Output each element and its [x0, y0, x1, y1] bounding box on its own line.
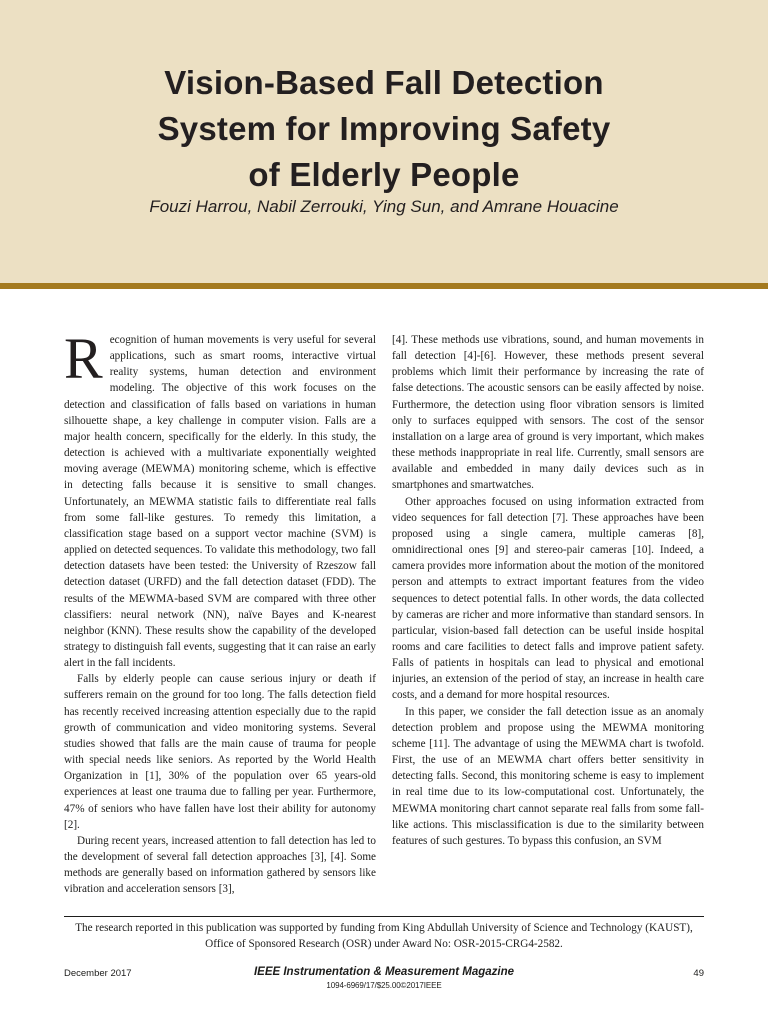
paragraph: In this paper, we consider the fall detection issue as an anomaly detection problem and propose using the MEWMA monitoring scheme [11]. The advantage of using the MEWMA chart is twofold. First, the use of an MEWMA chart offers better sensitivity in detecting falls. Second, this monitoring scheme is easy to implement in real time due to its low-computational cost. Unfortunately, the MEWMA monitoring chart cannot separate real falls from some fall-like actions. This misclassification is due to the similarity between features of such gestures. To bypass this confusion, an SVM	[392, 705, 704, 847]
footer-magazine: IEEE Instrumentation & Measurement Magazine	[253, 966, 515, 978]
title-line-3: of Elderly People	[248, 156, 520, 193]
paragraph: Other approaches focused on using information extracted from video sequences for fall detection [7]. These approaches have been proposed using a single camera, multiple cameras [8], omnidirectional ones [9] and stereo-pair cameras [10]. Indeed, a camera provides more information about the motion of the monitored person and attempts to extract important features from the video sequences to detect potential falls. In other words, the data collected by cameras are richer and more informative than standard sensors. In particular, vision-based fall detection can be useful inside hospital rooms and care facilities to detect falls and improve patient safety. Falls of patients in hospitals can lead to physical and emotional injuries, an extension of the period of stay, an increase in health care costs, and a demand for more hospital resources.	[392, 495, 704, 702]
title-line-1: Vision-Based Fall Detection	[164, 64, 604, 101]
paragraph: During recent years, increased attention to fall detection has led to the development of several fall detection approaches [3], [4]. Some methods are generally based on information gathered by sensors like vibration and acceleration sensors [3],	[64, 834, 376, 896]
body-column-right	[392, 332, 704, 849]
footnote-rule	[64, 916, 704, 917]
drop-cap: R	[64, 326, 103, 391]
page-number: 49	[693, 968, 704, 979]
article-title	[40, 60, 728, 198]
article-authors: Fouzi Harrou, Nabil Zerrouki, Ying Sun, and Amrane Houacine	[149, 197, 619, 216]
paragraph-abstract	[64, 326, 376, 671]
title-line-2: System for Improving Safety	[157, 110, 611, 147]
paragraph-abstract-text: ecognition of human movements is very useful for several applications, such as smart rooms, interactive virtual reality systems, human detection and environment modeling. The objective of this work focuses on the detection and classification of falls based on variations in human silhouette shape, a key challenge in computer vision. Falls are a major health concern, specifically for the elderly. In this study, the detection is achieved with a multivariate exponentially weighted moving average (MEWMA) monitoring scheme, which is effective in detecting falls because it is sensitive to small changes. Unfortunately, an MEWMA statistic fails to differentiate real falls from some fall-like gestures. To remedy this limitation, a classification stage based on a support vector machine (SVM) is applied on detected sequences. To validate this methodology, two fall detection datasets have been tested: the University of Rzeszow fall detection dataset (URFD) and the fall detection dataset (FDD). The results of the MEWMA-based SVM are compared with three other classifiers: neural network (NN), naïve Bayes and K-nearest neighbor (KNN). These results show the capability of the developed strategy to distinguish fall events, suggesting that it can raise an early alert in the fall incidents.	[64, 334, 376, 670]
footer-code: 1094-6969/17/$25.00©2017IEEE	[326, 981, 442, 990]
funding-footnote: The research reported in this publication was supported by funding from King Abdullah University of Science and Technology (KAUST), Office of Sponsored Research (OSR) under Award No: OSR-2015-CRG4-2582.	[75, 922, 693, 950]
paragraph: [4]. These methods use vibrations, sound, and human movements in fall detection [4]-[6]. However, these methods present several problems which limit their performance by increasing the rate of false detections. The acoustic sensors can be easily affected by noise. Furthermore, the detection using floor vibration sensors is limited only to surfaces equipped with sensors. The cost of the sensor installation on a large area of ground is very important, which makes these methods inappropriate in real life. Currently, small sensors are available and embedded in many daily devices such as in smartphones and smartwatches.	[392, 334, 704, 492]
footer-date: December 2017	[64, 968, 132, 979]
body-column-left	[64, 326, 376, 897]
paragraph: Falls by elderly people can cause serious injury or death if sufferers remain on the ground for too long. The falls detection field has recently received increasing attention especially due to the rapid growth of communication and video monitoring systems. Several studies showed that falls are the main cause of trauma for people with special needs like seniors. As reported by the World Health Organization in [1], 30% of the population over 65 years-old experiences at least one trauma due to falling per year. Furthermore, 47% of seniors who have fallen have lost their ability for autonomy [2].	[64, 673, 376, 831]
header-rule	[0, 283, 768, 289]
